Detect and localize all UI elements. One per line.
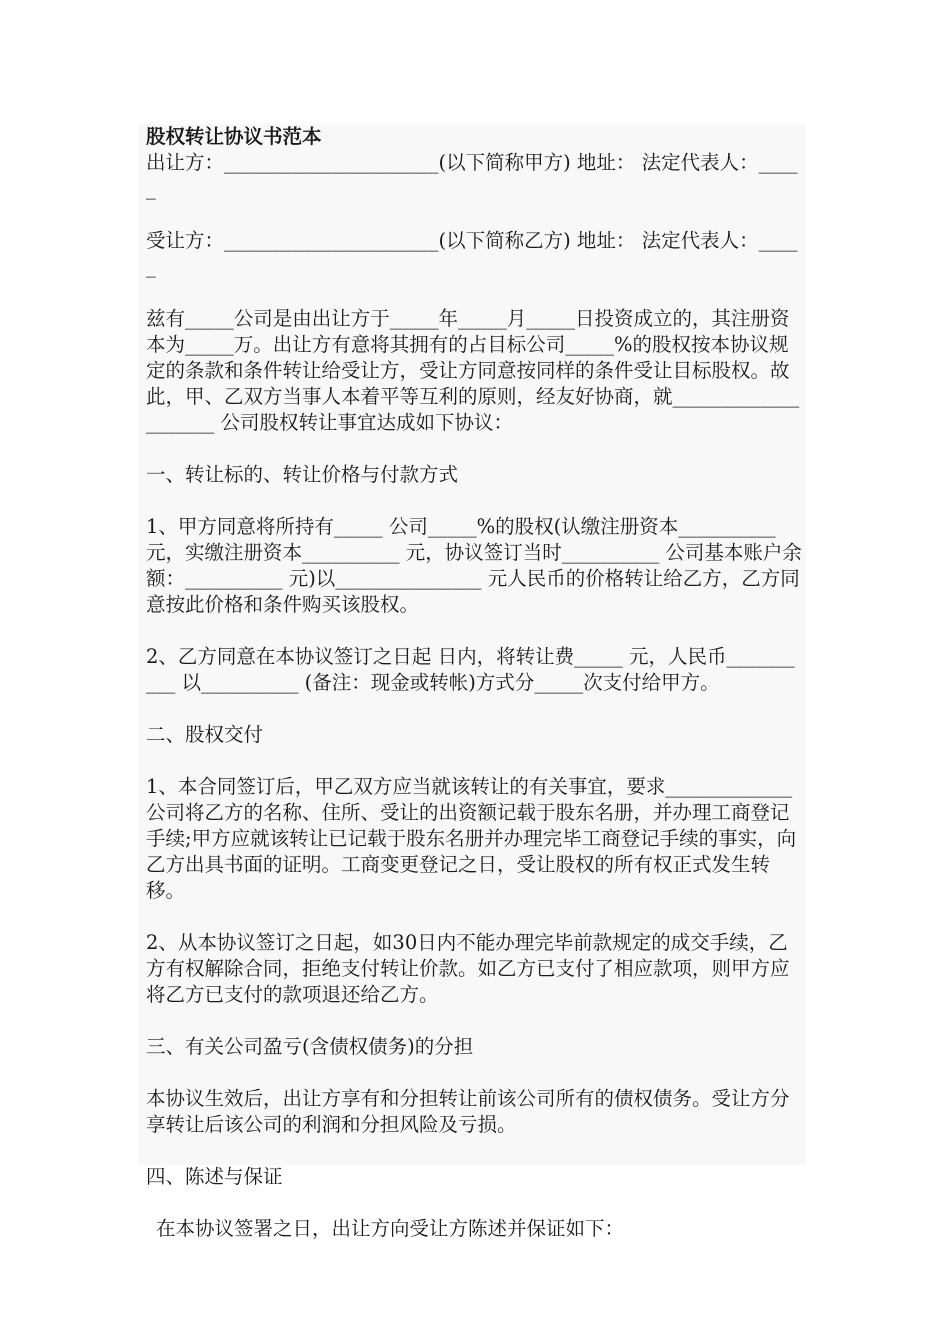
document-title: 股权转让协议书范本 [146, 125, 322, 148]
section-paragraph: 2、从本协议签订之日起，如30日内不能办理完毕前款规定的成交手续，乙方有权解除合同，拒绝支付转让价款。如乙方已支付了相应款项，则甲方应将乙方已支付的款项退还给乙方。 [146, 931, 790, 1006]
document-body [146, 124, 804, 1242]
preamble-paragraph: 兹有_____公司是由出让方于_____年_____月_____日投资成立的，其注册资本为_____万。出让方有意将其拥有的占目标公司_____%的股权按本协议规定的条款和条件转让给受让方，受让方同意按同样的条件受让目标股权。故此，甲、乙双方当事人本着平等互利的原则，经友好协商，就____________________ 公司股权转让事宜达成如下协议： [146, 307, 800, 434]
section-paragraph: 1、本合同签订后，甲乙双方应当就该转让的有关事宜，要求_____________公司将乙方的名称、住所、受让的出资额记载于股东名册，并办理工商登记手续;甲方应就该转让已记载于股东名册并办理完毕工商登记手续的事实，向乙方出具书面的证明。工商变更登记之日，受让股权的所有权正式发生转移。 [146, 775, 797, 902]
section-heading: 四、陈述与保证 [146, 1165, 283, 1188]
section-paragraph: 2、乙方同意在本协议签订之日起 日内，将转让费_____ 元，人民币__________ 以__________ (备注：现金或转帐)方式分_____次支付给甲方。 [146, 645, 795, 694]
transferee-line: 受让方：______________________(以下简称乙方) 地址： 法定代表人：_____ [146, 229, 798, 278]
section-heading: 二、股权交付 [146, 723, 264, 746]
section-heading: 三、有关公司盈亏(含债权债务)的分担 [146, 1035, 474, 1058]
transferor-line: 出让方：______________________(以下简称甲方) 地址： 法定代表人：_____ [146, 151, 798, 200]
section-heading: 一、转让标的、转让价格与付款方式 [146, 463, 459, 486]
section-paragraph: 在本协议签署之日，出让方向受让方陈述并保证如下： [156, 1217, 625, 1240]
section-paragraph: 1、甲方同意将所持有_____ 公司_____%的股权(认缴注册资本__________ 元，实缴注册资本__________ 元，协议签订当时__________ 公司基本账户余额：__________ 元)以_______________ 元人民币的价格转让给乙方，乙方同意按此价格和条件购买该股权。 [146, 515, 802, 616]
section-paragraph: 本协议生效后，出让方享有和分担转让前该公司所有的债权债务。受让方分享转让后该公司的利润和分担风险及亏损。 [146, 1087, 790, 1136]
